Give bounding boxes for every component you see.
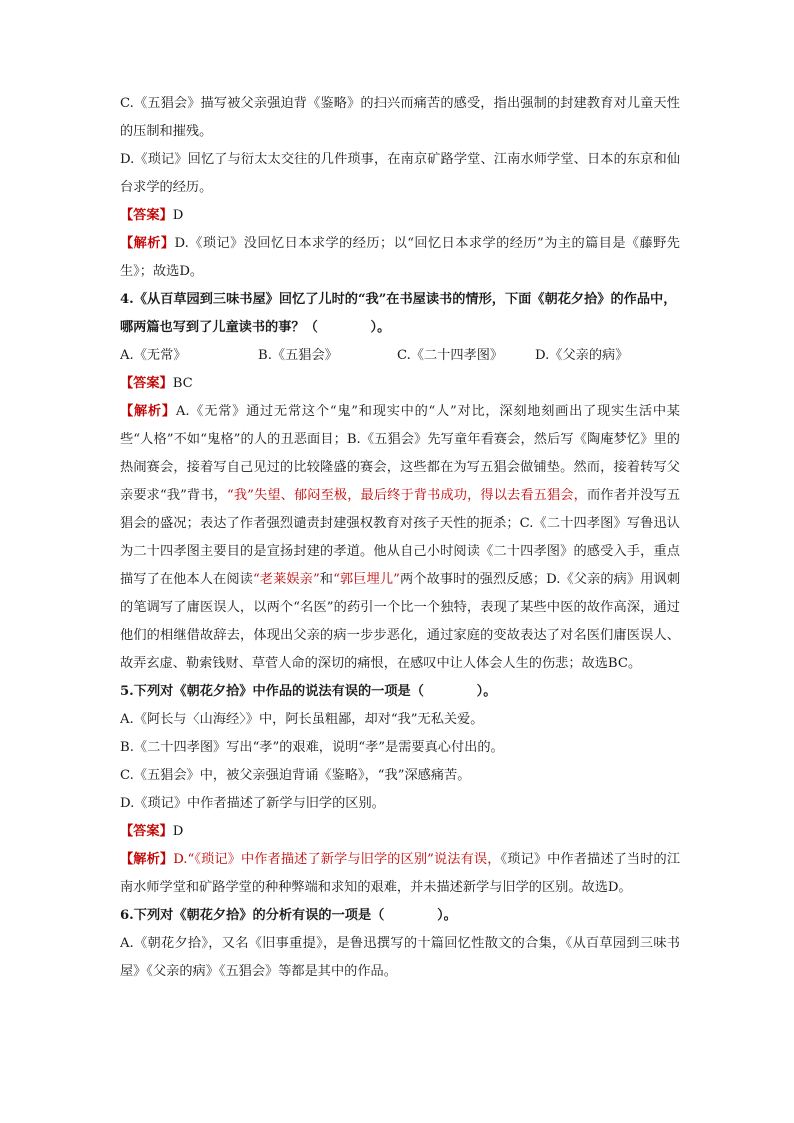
answer-tag: 【答案】 bbox=[120, 208, 173, 223]
document-page bbox=[120, 90, 680, 986]
q5-option-c: C.《五猖会》中，被父亲强迫背诵《鉴略》，“我”深感痛苦。 bbox=[120, 768, 471, 783]
q5-analysis bbox=[120, 846, 680, 902]
q4-option-c: C.《二十四孝图》 bbox=[397, 348, 504, 363]
answer-tag: 【答案】 bbox=[120, 824, 173, 839]
q3-answer bbox=[120, 202, 680, 230]
analysis-highlight: “我”失望、郁闷至极，最后终于背书成功，得以去看五猖会， bbox=[226, 488, 587, 503]
q5-answer bbox=[120, 818, 680, 846]
analysis-text: 而作者并没写五猖会的盛况；表达了作者强烈谴责封建强权教育对孩子天性的扼杀；C.《二十四孝图》写鲁迅认为二十四孝图主要目的是宣扬封建的孝道。他从自己小时阅读《二十四孝图》的感受入手，重点描写了在他本人在阅读 bbox=[120, 488, 681, 587]
analysis-text: 两个故事时的强烈反感；D.《父亲的病》用讽刺的笔调写了庸医误人，以两个“名医”的药引一个比一个独特，表现了某些中医的故作高深，通过他们的相继借故辞去，体现出父亲的病一步步恶化，通过家庭的变故表达了对名医们庸医误人、故弄玄虚、勒索钱财、草菅人命的深切的痛恨，在感叹中让人体会人生的伤悲；故选BC。 bbox=[120, 572, 681, 671]
q5-option-b: B.《二十四孝图》写出“孝”的艰难，说明“孝”是需要真心付出的。 bbox=[120, 740, 504, 755]
analysis-highlight: “老莱娱亲” bbox=[252, 572, 320, 587]
answer-value: D bbox=[172, 208, 184, 223]
q4-option-a: A.《无常》 bbox=[120, 348, 187, 363]
q3-analysis bbox=[120, 230, 680, 286]
analysis-text: D.《琐记》没回忆日本求学的经历；以“回忆日本求学的经历”为主的篇目是《藤野先生》；故选D。 bbox=[120, 236, 680, 279]
analysis-highlight: “郭巨埋儿” bbox=[333, 572, 400, 587]
q4-option-d: D.《父亲的病》 bbox=[535, 348, 629, 363]
q4-options bbox=[120, 342, 680, 370]
answer-tag: 【答案】 bbox=[120, 376, 173, 391]
analysis-tag: 【解析】 bbox=[120, 236, 175, 251]
analysis-text: 《琐记》中作者描述了当时的江南水师学堂和矿路学堂的种种弊端和求知的艰难，并未描述新学与旧学的区别。故选D。 bbox=[120, 852, 680, 895]
answer-value: BC bbox=[172, 376, 193, 391]
q4-stem: 4.《从百草园到三味书屋》回忆了儿时的“我”在书屋读书的情形，下面《朝花夕拾》的作品中，哪两篇也写到了儿童读书的事？（ ）。 bbox=[120, 292, 677, 335]
analysis-tag: 【解析】 bbox=[120, 404, 176, 419]
q4-option-b: B.《五猖会》 bbox=[258, 348, 338, 363]
q6-stem: 6.下列对《朝花夕拾》的分析有误的一项是（ ）。 bbox=[120, 908, 457, 923]
analysis-highlight: D.“《琐记》中作者描述了新学与旧学的区别”说法有误， bbox=[173, 852, 501, 867]
q5-option-d: D.《琐记》中作者描述了新学与旧学的区别。 bbox=[120, 796, 385, 811]
analysis-tag: 【解析】 bbox=[120, 852, 174, 867]
analysis-text: A.《无常》通过无常这个“鬼”和现实中的“人”对比，深刻地刻画出了现实生活中某些“人格”不如“鬼格”的人的丑恶面目；B.《五猖会》先写童年看赛会，然后写《陶庵梦忆》里的热闹赛会，接着写自己见过的比较隆盛的赛会，这些都在为写五猖会做铺垫。然而，接着转写父亲要求“我”背书， bbox=[120, 404, 680, 503]
q5-option-a: A.《阿长与〈山海经〉》中，阿长虽粗鄙，却对“我”无私关爱。 bbox=[120, 712, 484, 727]
analysis-text: 和 bbox=[319, 572, 334, 587]
q6-option-a: A.《朝花夕拾》，又名《旧事重提》，是鲁迅撰写的十篇回忆性散文的合集，《从百草园到三味书屋》《父亲的病》《五猖会》等都是其中的作品。 bbox=[120, 936, 680, 979]
q4-answer bbox=[120, 370, 680, 398]
q5-stem: 5.下列对《朝花夕拾》中作品的说法有误的一项是（ ）。 bbox=[120, 684, 497, 699]
q3-option-c: C.《五猖会》描写被父亲强迫背《鉴略》的扫兴而痛苦的感受，指出强制的封建教育对儿童天性的压制和摧残。 bbox=[120, 96, 680, 139]
q3-option-d: D.《琐记》回忆了与衍太太交往的几件琐事，在南京矿路学堂、江南水师学堂、日本的东京和仙台求学的经历。 bbox=[120, 152, 680, 195]
q4-analysis bbox=[120, 398, 680, 678]
answer-value: D bbox=[172, 824, 184, 839]
